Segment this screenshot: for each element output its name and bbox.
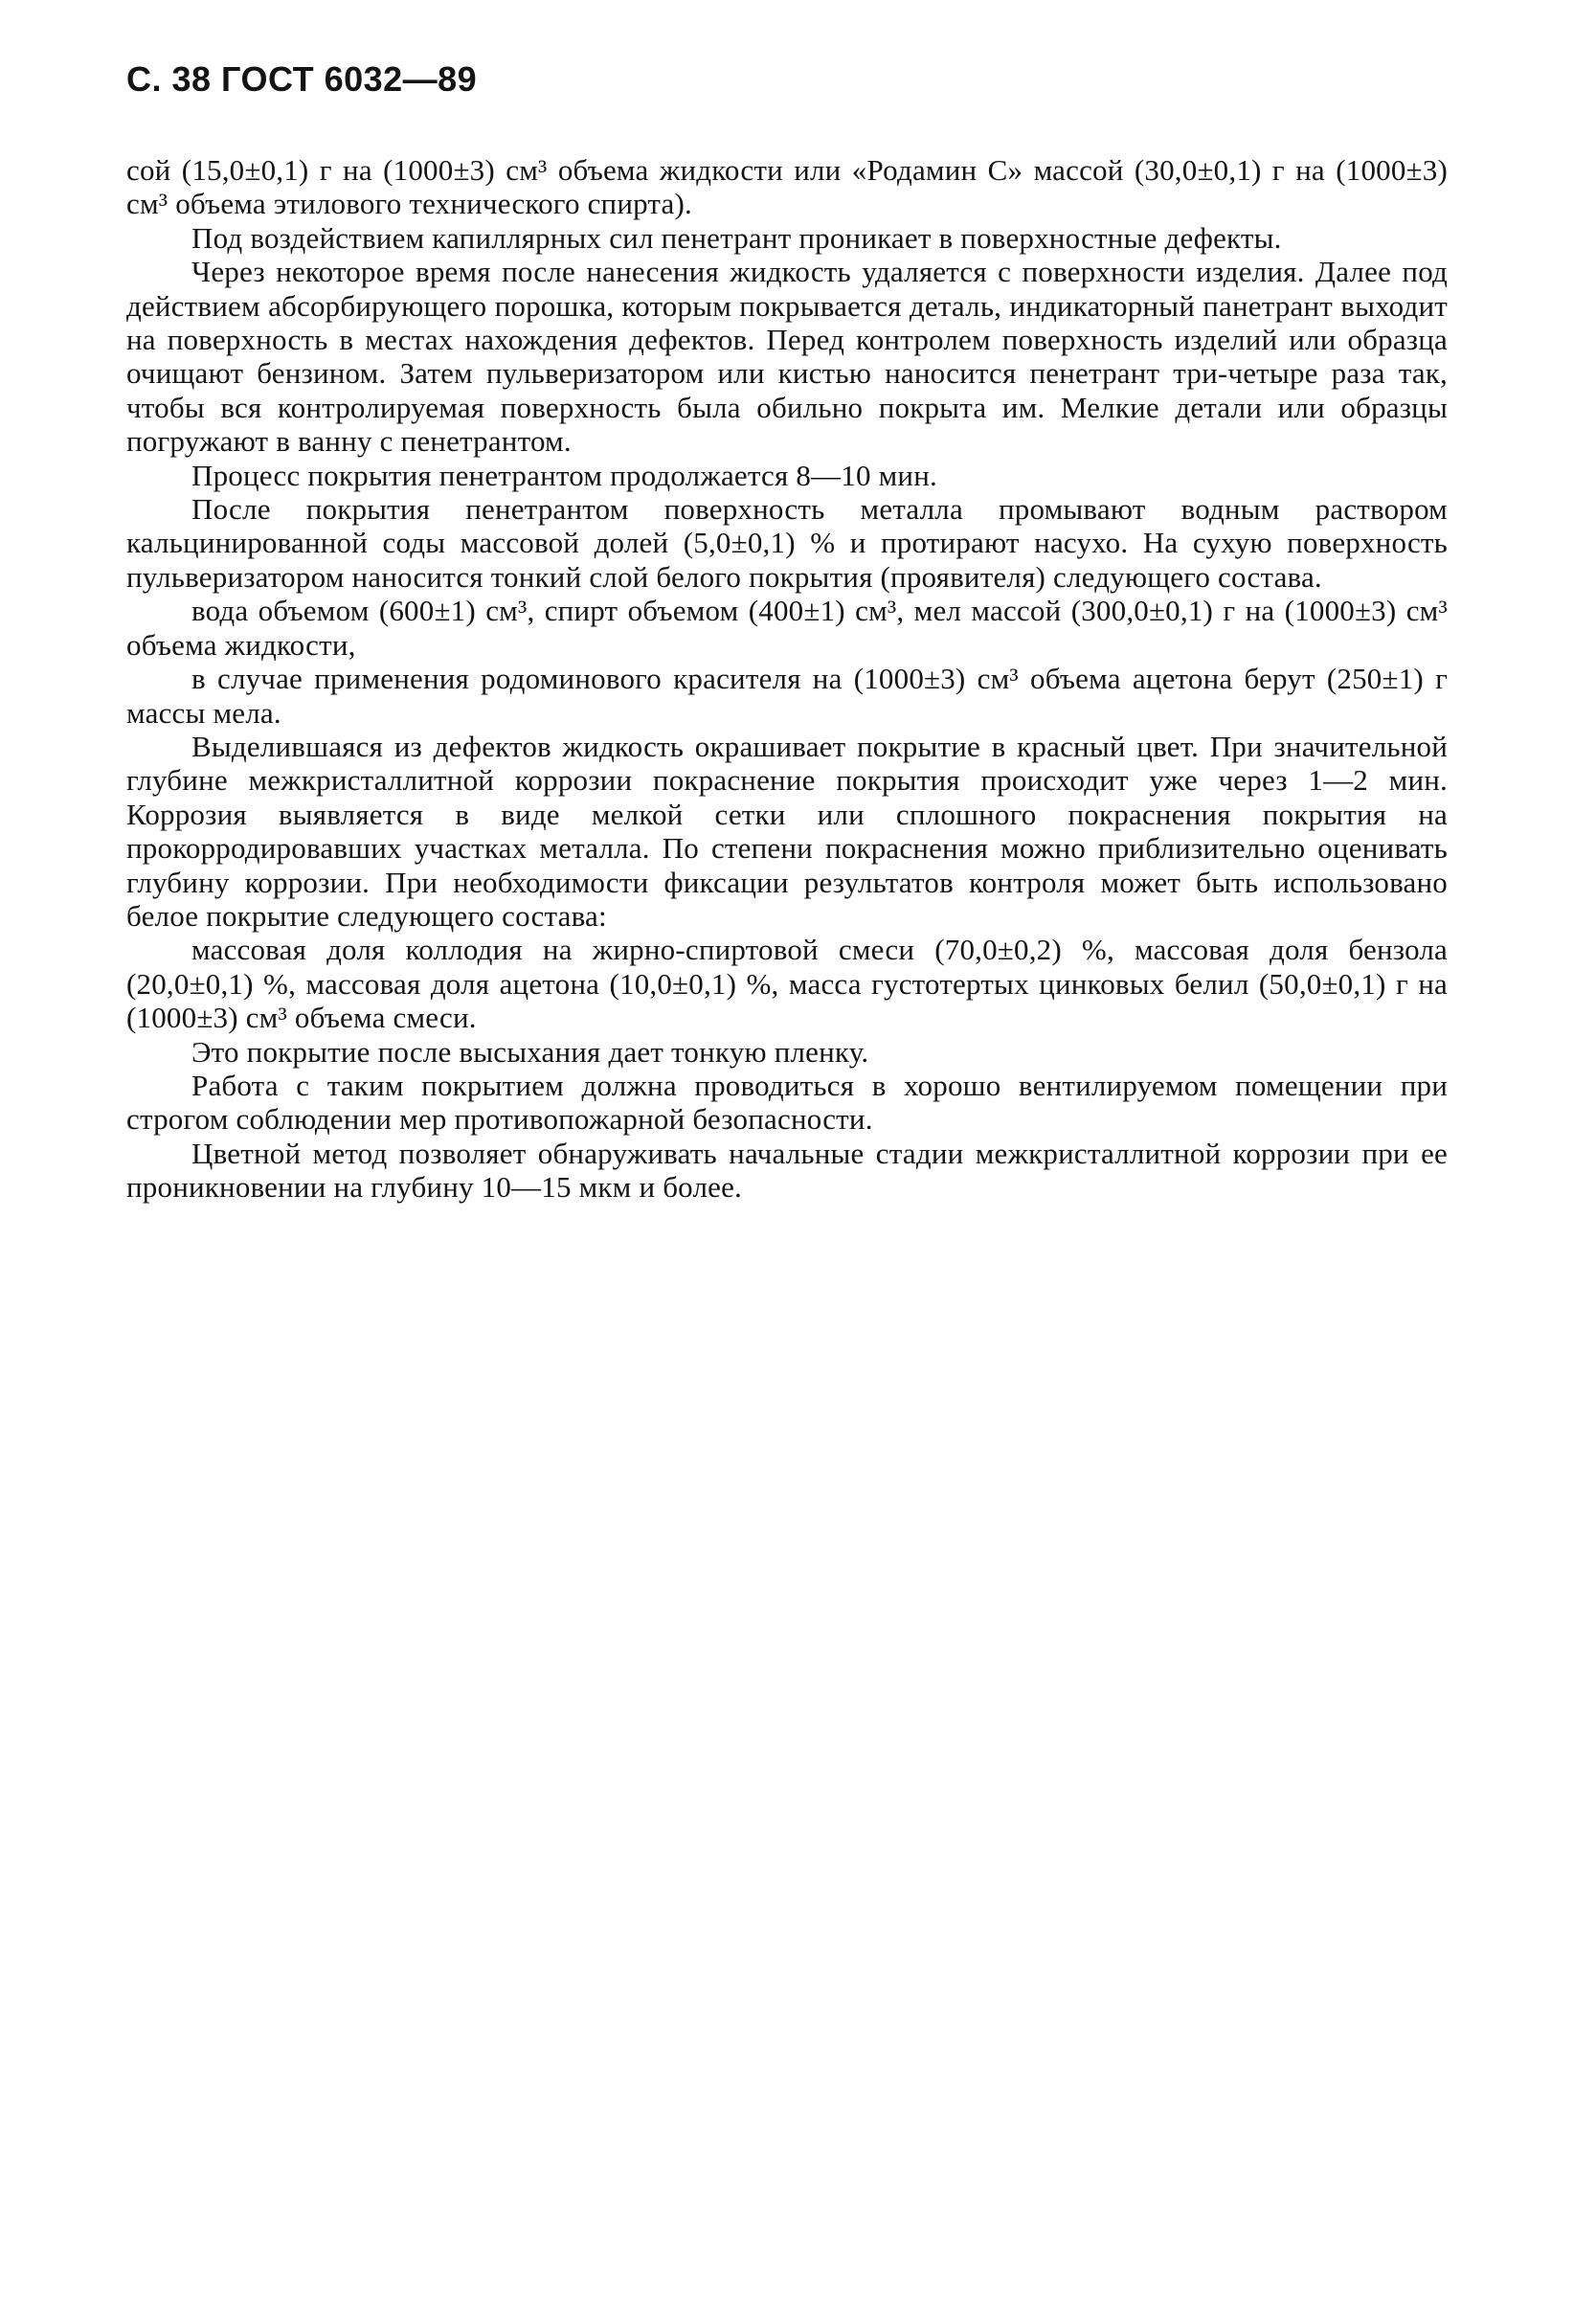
paragraph: Под воздействием капиллярных сил пенетрант проникает в поверхностные дефекты. (191, 220, 1282, 255)
body-text (126, 153, 1448, 1205)
paragraph: массовая доля коллодия на жирно-спиртовой смеси (70,0±0,2) %, массовая доля бензола (20,0±0,1) %, массовая доля ацетона (10,0±0,1) %, масса густотертых цинковых белил (50,0±0,1) г на (1000±3) см³ объема смеси. (126, 933, 1448, 1035)
page-header: С. 38 ГОСТ 6032—89 (126, 59, 478, 99)
paragraph: Цветной метод позволяет обнаруживать начальные стадии межкристаллитной коррозии при ее проникновении на глубину 10—15 мкм и более. (126, 1136, 1448, 1205)
paragraph: Работа с таким покрытием должна проводиться в хорошо вентилируемом помещении при строгом соблюдении мер противопожарной безопасности. (126, 1068, 1448, 1137)
paragraph: Процесс покрытия пенетрантом продолжается 8—10 мин. (191, 458, 937, 492)
paragraph: После покрытия пенетрантом поверхность металла промывают водным раствором кальцинированной соды массовой долей (5,0±0,1) % и протирают насухо. На сухую поверхность пульверизатором наносится тонкий слой белого покрытия (проявителя) следующего состава. (126, 492, 1448, 594)
paragraph: вода объемом (600±1) см³, спирт объемом (400±1) см³, мел массой (300,0±0,1) г на (1000±3) см³ объема жидкости, (126, 594, 1448, 662)
paragraph: Через некоторое время после нанесения жидкость удаляется с поверхности изделия. Далее под действием абсорбирующего порошка, которым покрывается деталь, индикаторный панетрант выходит на поверхность в местах нахождения дефектов. Перед контролем поверхность изделий или образца очищают бензином. Затем пульверизатором или кистью наносится пенетрант три-четыре раза так, чтобы вся контролируемая поверхность была обильно покрыта им. Мелкие детали или образцы погружают в ванну с пенетрантом. (126, 255, 1448, 459)
paragraph: Выделившаяся из дефектов жидкость окрашивает покрытие в красный цвет. При значительной глубине межкристаллитной коррозии покраснение покрытия происходит уже через 1—2 мин. Коррозия выявляется в виде мелкой сетки или сплошного покраснения покрытия на прокорродировавших участках металла. По степени покраснения можно приблизительно оценивать глубину коррозии. При необходимости фиксации результатов контроля может быть использовано белое покрытие следующего состава: (126, 729, 1448, 933)
paragraph: сой (15,0±0,1) г на (1000±3) см³ объема жидкости или «Родамин С» массой (30,0±0,1) г на (1000±3) см³ объема этилового технического спирта). (126, 153, 1448, 221)
paragraph: в случае применения родоминового красителя на (1000±3) см³ объема ацетона берут (250±1) г массы мела. (126, 662, 1448, 730)
paragraph: Это покрытие после высыхания дает тонкую пленку. (191, 1034, 869, 1069)
